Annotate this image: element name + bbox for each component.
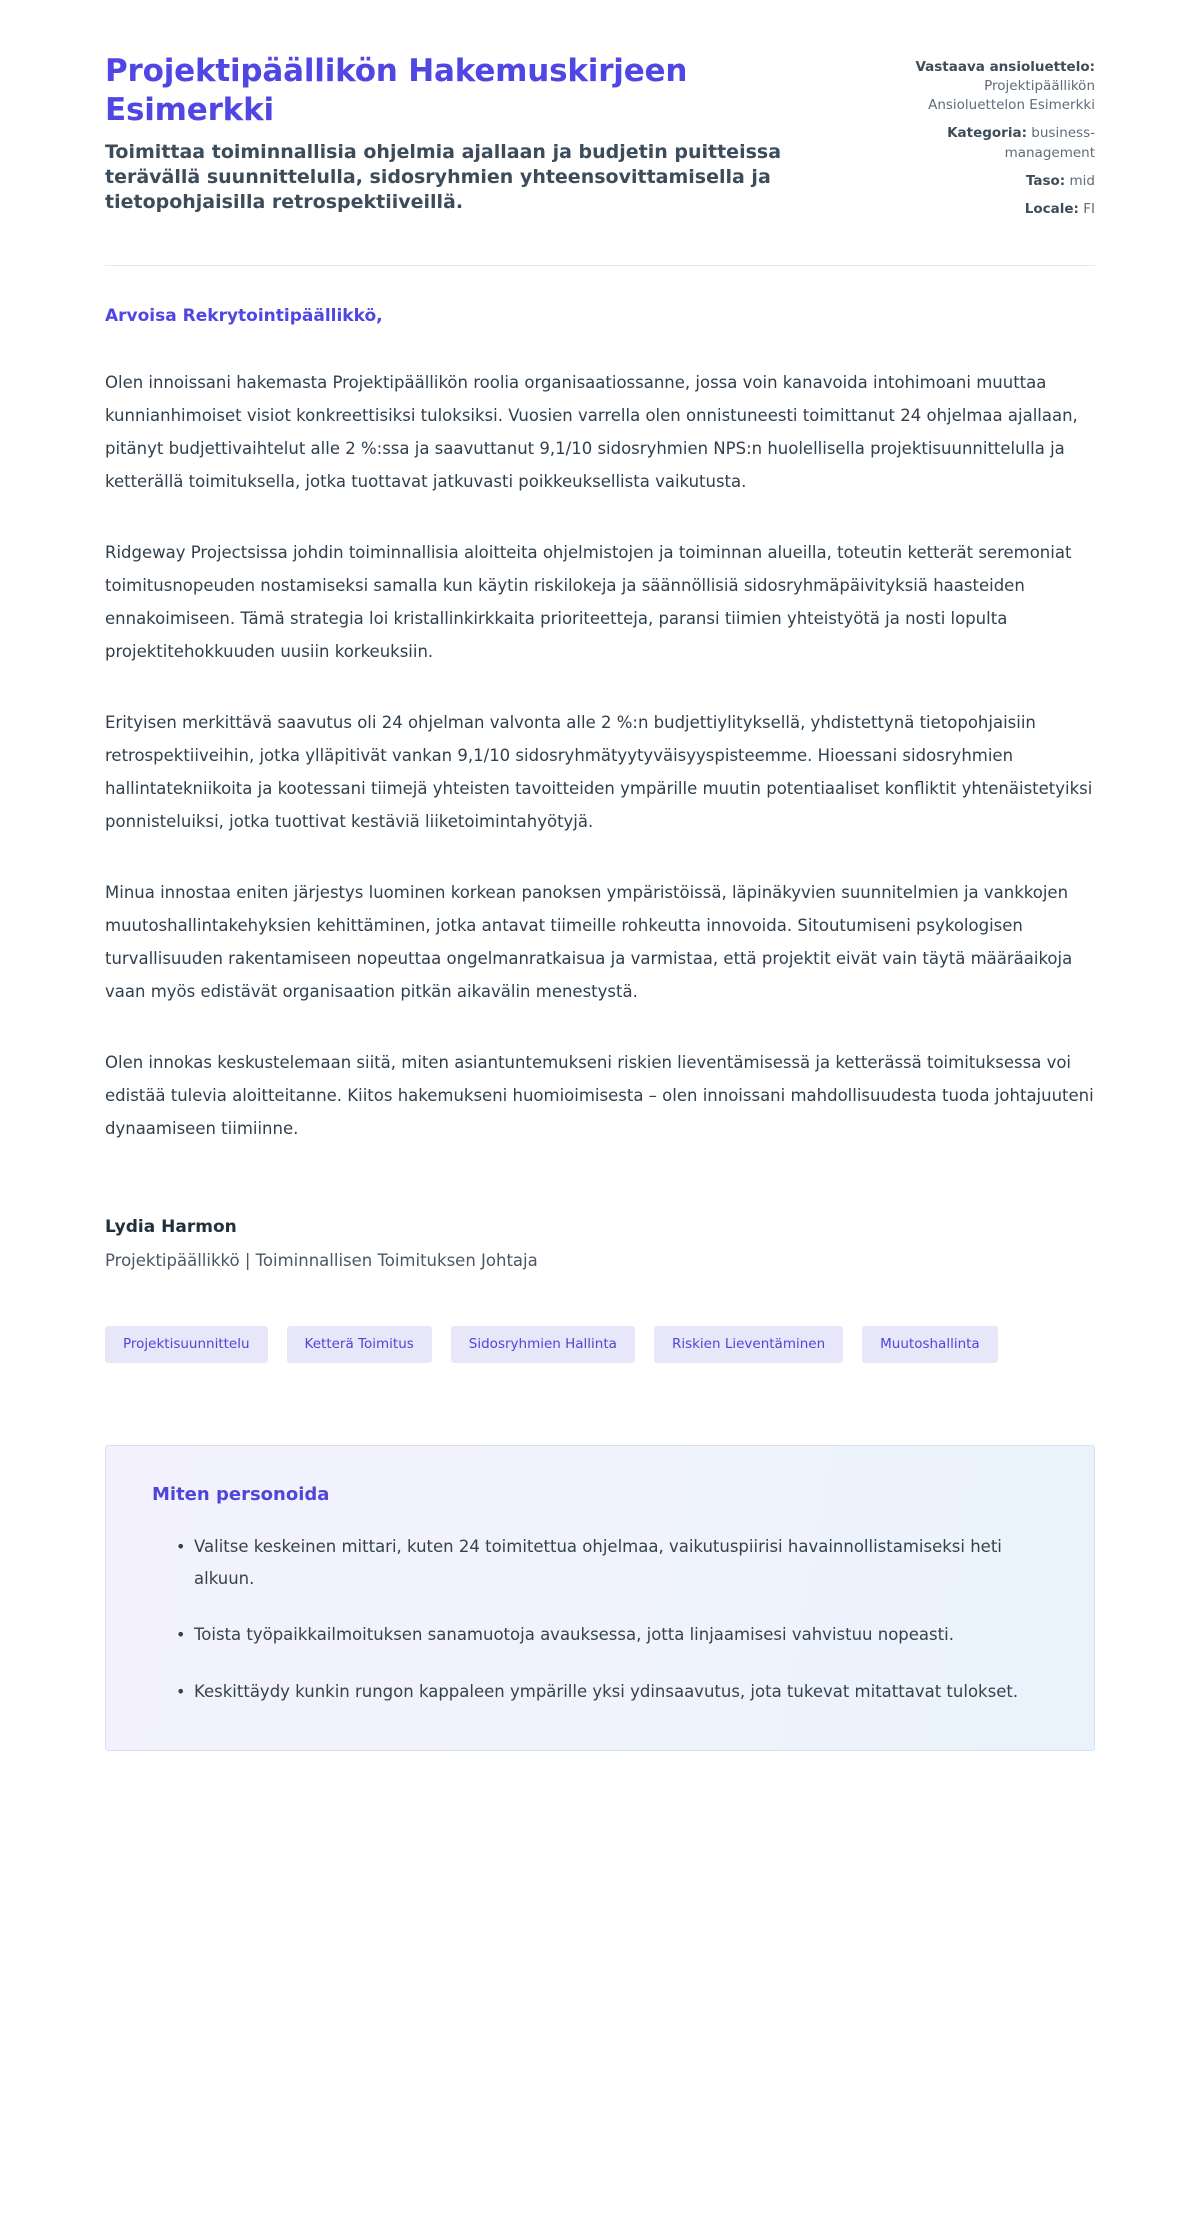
- meta-value-level: mid: [1069, 172, 1095, 189]
- meta-row-resume: [895, 58, 1095, 115]
- letter-paragraph: Olen innokas keskustelemaan siitä, miten asiantuntemukseni riskien lieventämisessä ja ketterässä toimituksessa voi edistää tulevia aloitteitanne. Kiitos hakemukseni huomioimisesta – olen innoissani mahdollisuudesta tuoda johtajuuteni dynaamiseen tiimiinne.: [105, 1053, 1094, 1139]
- signature-name: Lydia Harmon: [105, 1217, 237, 1238]
- letter-salutation: Arvoisa Rekrytointipäällikkö,: [105, 306, 383, 327]
- signature-role: Projektipäällikkö | Toiminnallisen Toimituksen Johtaja: [105, 1251, 538, 1271]
- tag-chip[interactable]: Ketterä Toimitus: [287, 1326, 432, 1363]
- letter-paragraph: Olen innoissani hakemasta Projektipäällikön roolia organisaatiossanne, jossa voin kanavoida intohimoani muuttaa kunnianhimoiset visiot konkreettisiksi tuloksiksi. Vuosien varrella olen onnistuneesti toimittanut 24 ohjelmaa ajallaan, pitänyt budjettivaihtelut alle 2 %:ssa ja saavuttanut 9,1/10 sidosryhmien NPS:n huolellisella projektisuunnittelulla ja ketterällä toimituksella, jotka tuottavat jatkuvasti poikkeuksellista vaikutusta.: [105, 373, 1078, 492]
- letter-paragraph: Erityisen merkittävä saavutus oli 24 ohjelman valvonta alle 2 %:n budjettiylityksellä, yhdistettynä tietopohjaisiin retrospektiiveihin, jotka ylläpitivät vankan 9,1/10 sidosryhmätyytyväisyyspisteemme. Hioessani sidosryhmien hallintatekniikoita ja kootessani tiimejä yhteisten tavoitteiden ympärille muutin potentiaaliset konfliktit yhtenäistetyiksi ponnisteluiksi, jotka tuottivat kestäviä liiketoimintahyötyjä.: [105, 713, 1093, 832]
- meta-row-locale: [895, 200, 1095, 219]
- tag-chip[interactable]: Projektisuunnittelu: [105, 1326, 268, 1363]
- meta-value-resume: Projektipäällikön Ansioluettelon Esimerkki: [928, 78, 1095, 114]
- page-subtitle: Toimittaa toiminnallisia ohjelmia ajallaan ja budjetin puitteissa terävällä suunnittelulla, sidosryhmien yhteensovittamisella ja tietopohjaisilla retrospektiiveillä.: [105, 140, 782, 214]
- tag-chip[interactable]: Riskien Lieventäminen: [654, 1326, 843, 1363]
- meta-label-resume: Vastaava ansioluettelo:: [915, 59, 1095, 75]
- meta-value-category: business-management: [1004, 125, 1095, 161]
- letter-body: [105, 266, 1095, 1145]
- meta-label-level: Taso:: [1025, 172, 1066, 189]
- page-header: [105, 0, 1095, 219]
- personalization-tips-panel: [105, 1445, 1095, 1751]
- letter-paragraph: Minua innostaa eniten järjestys luominen korkean panoksen ympäristöissä, läpinäkyvien suunnitelmien ja vankkojen muutoshallintakehyksien kehittäminen, jotka antavat tiimeille rohkeutta innovoida. Sitoutumiseni psykologisen turvallisuuden rakentamiseen nopeuttaa ongelmanratkaisua ja varmistaa, että projektit eivät vain täytä määräaikoja vaan myös edistävät organisaation pitkän aikavälin menestystä.: [105, 883, 1073, 1002]
- meta-label-locale: Locale:: [1024, 200, 1079, 217]
- meta-row-level: [895, 172, 1095, 191]
- list-item: • Keskittäydy kunkin rungon kappaleen ympärille yksi ydinsaavutus, jota tukevat mitattavat tulokset.: [176, 1676, 1048, 1708]
- tag-list: [105, 1326, 1005, 1363]
- tag-chip[interactable]: Sidosryhmien Hallinta: [451, 1326, 635, 1363]
- header-title-block: [105, 52, 855, 216]
- meta-row-category: [895, 124, 1095, 162]
- list-item: • Valitse keskeinen mittari, kuten 24 toimitettua ohjelmaa, vaikutuspiirisi havainnollistamiseksi heti alkuun.: [176, 1531, 1048, 1595]
- meta-label-category: Kategoria:: [947, 125, 1027, 142]
- tips-list: [152, 1531, 1048, 1708]
- tag-chip[interactable]: Muutoshallinta: [862, 1326, 998, 1363]
- list-item: • Toista työpaikkailmoituksen sanamuotoja avauksessa, jotta linjaamisesi vahvistuu nopeasti.: [176, 1619, 1048, 1651]
- signature-block: [105, 1217, 1095, 1270]
- page-title: Projektipäällikön Hakemuskirjeen Esimerkki: [105, 53, 688, 128]
- letter-paragraph: Ridgeway Projectsissa johdin toiminnallisia aloitteita ohjelmistojen ja toiminnan alueilla, toteutin ketterät seremoniat toimitusnopeuden nostamiseksi samalla kun käytin riskilokeja ja säännöllisiä sidosryhmäpäivityksiä haasteiden ennakoimiseen. Tämä strategia loi kristallinkirkkaita prioriteetteja, paransi tiimien yhteistyötä ja nosti lopulta projektitehokkuuden uusiin korkeuksiin.: [105, 543, 1072, 662]
- header-metadata: [895, 52, 1095, 219]
- tips-heading: Miten personoida: [152, 1484, 330, 1506]
- meta-value-locale: FI: [1083, 200, 1095, 217]
